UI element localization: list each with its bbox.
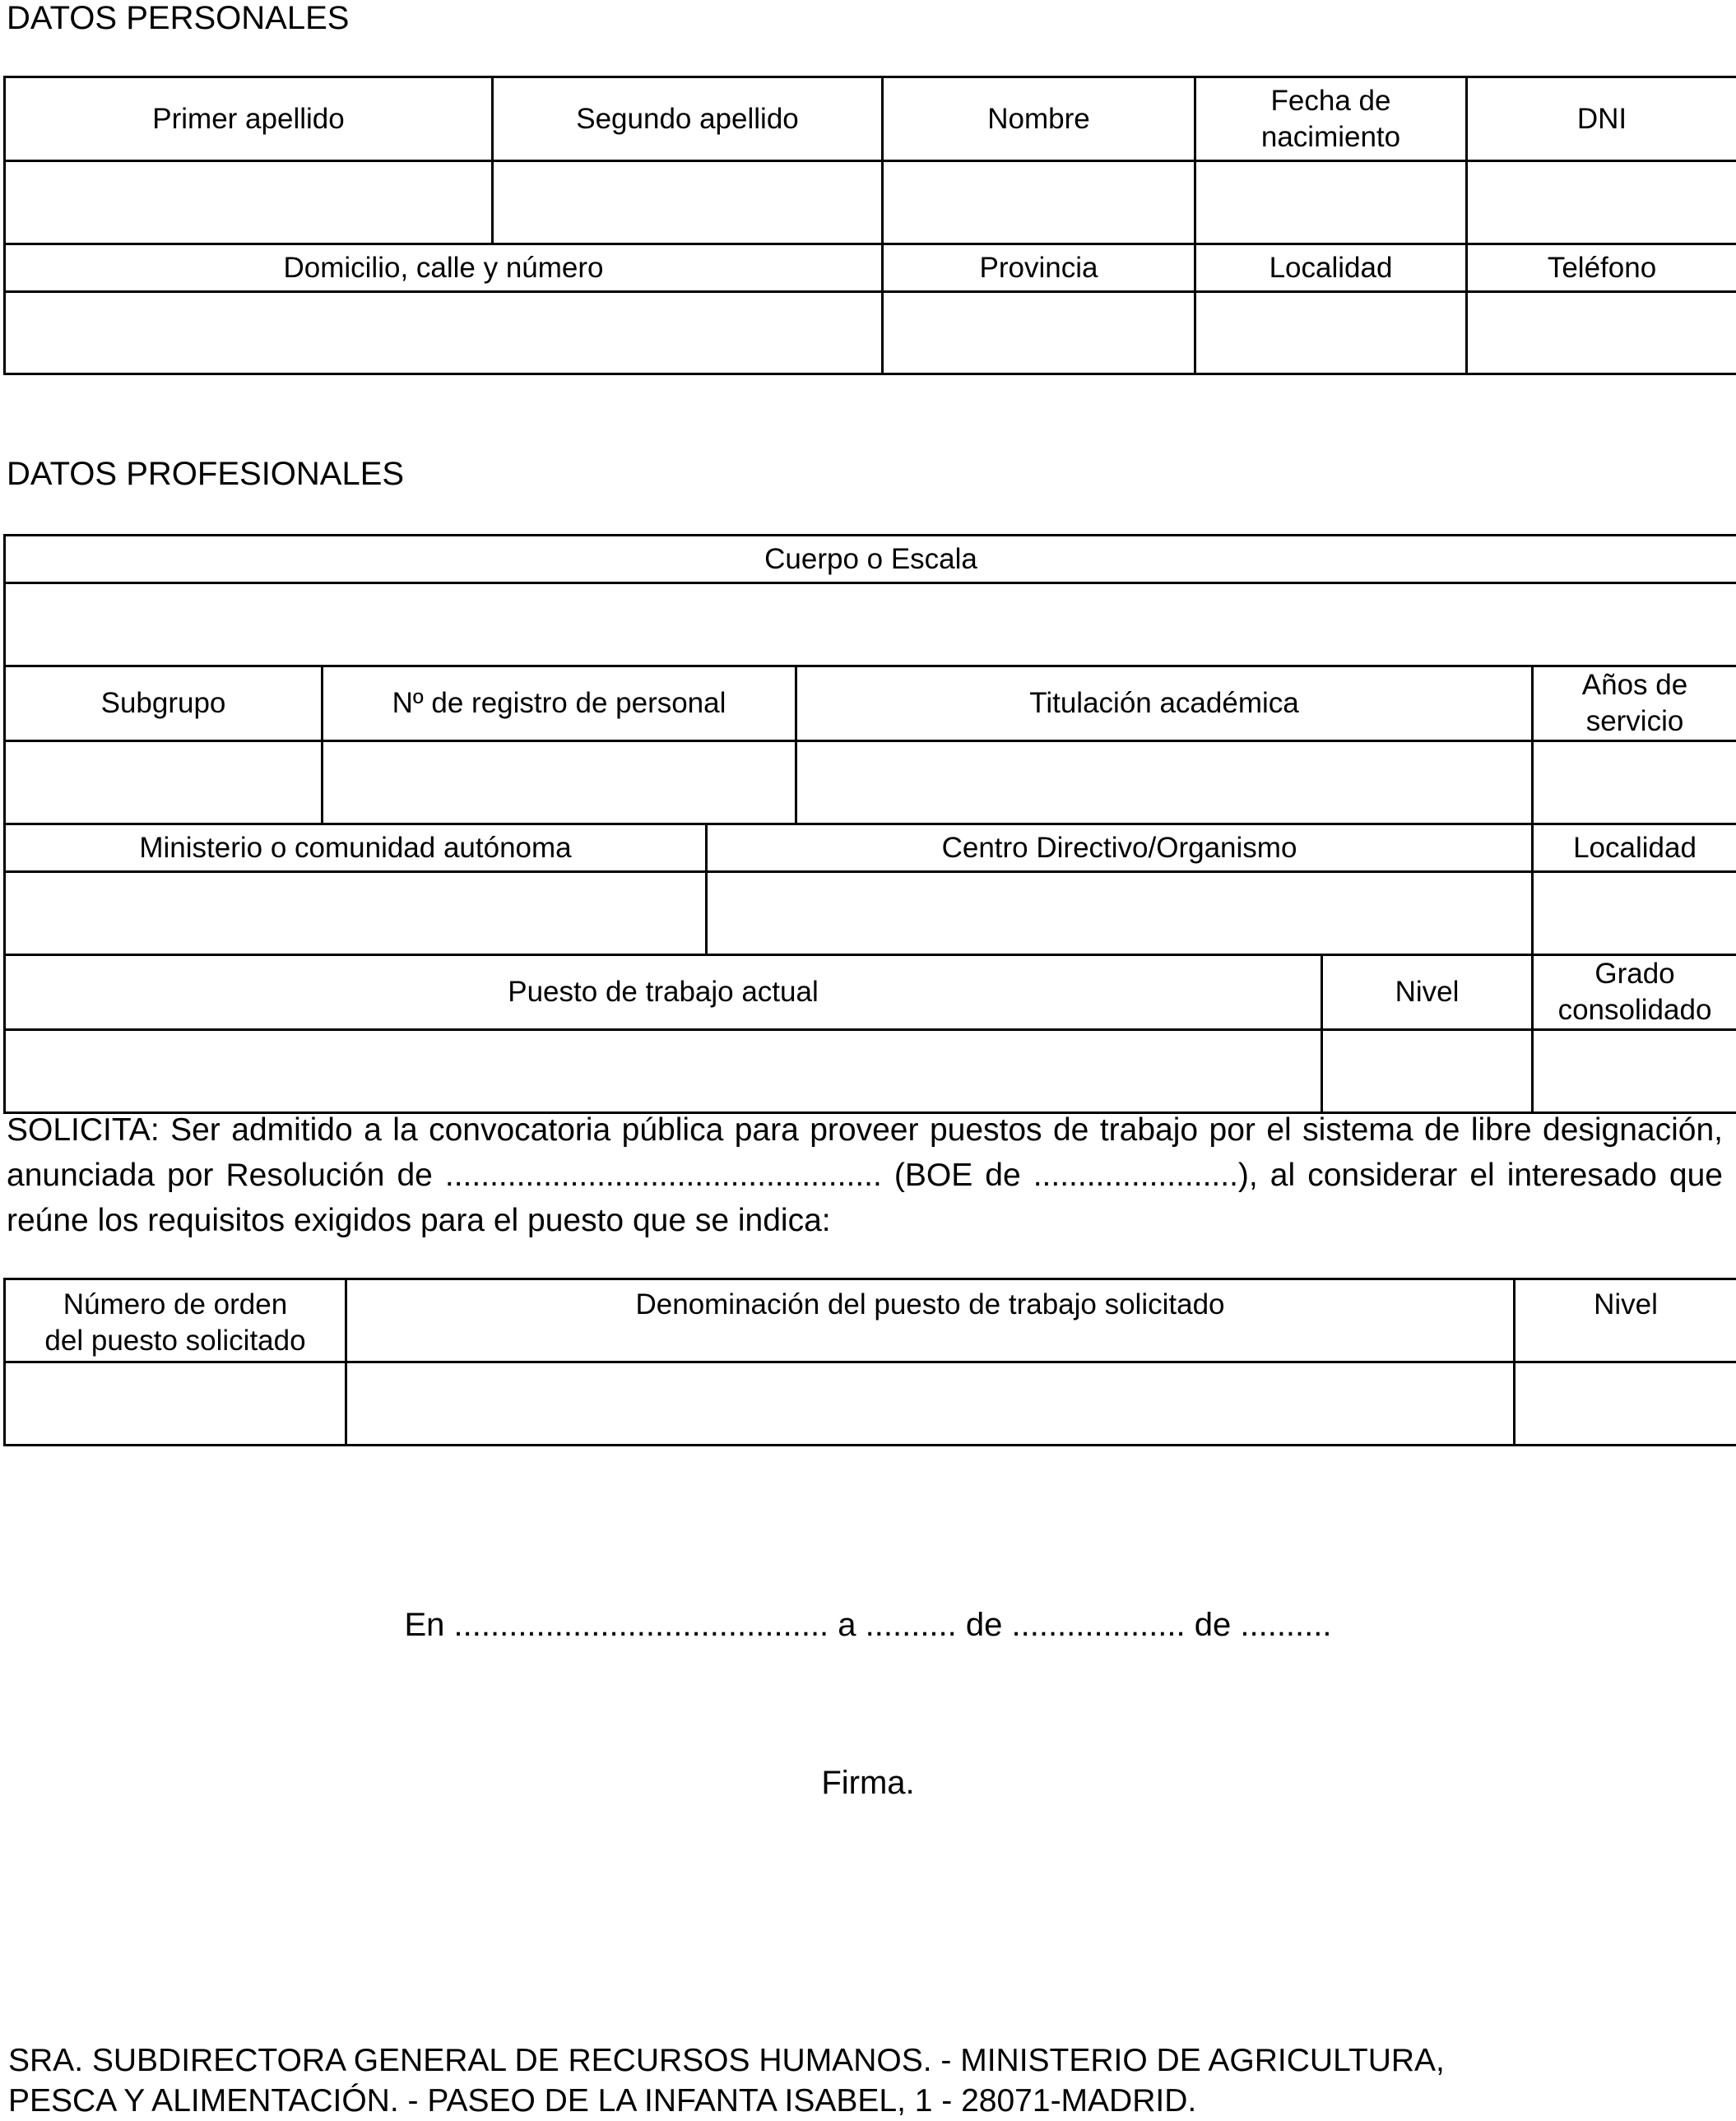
header-ministerio: Ministerio o comunidad autónoma	[5, 824, 707, 872]
header-centro-directivo: Centro Directivo/Organismo	[707, 824, 1533, 872]
segundo-apellido-field[interactable]	[493, 161, 883, 244]
header-domicilio: Domicilio, calle y número	[5, 244, 883, 292]
date-line: En ......................................... a .......... de ................... de ..........	[0, 1606, 1736, 1644]
header-grado-consolidado: Grado consolidado	[1533, 955, 1736, 1030]
header-orden-line2: del puesto solicitado	[6, 1323, 345, 1359]
header-registro-personal: Nº de registro de personal	[323, 666, 796, 741]
header-fecha-line1: Fecha de	[1196, 83, 1465, 119]
titulacion-field[interactable]	[796, 741, 1533, 824]
personal-data-table	[3, 76, 1736, 375]
header-fecha-line2: nacimiento	[1196, 119, 1465, 155]
professional-data-table	[3, 534, 1736, 1114]
firma-label: Firma.	[0, 1764, 1736, 1802]
header-titulacion: Titulación académica	[796, 666, 1533, 741]
header-dni: DNI	[1467, 77, 1736, 161]
header-nombre: Nombre	[883, 77, 1195, 161]
centro-directivo-field[interactable]	[707, 872, 1533, 955]
header-numero-orden	[5, 1279, 346, 1362]
header-nivel: Nivel	[1322, 955, 1533, 1030]
telefono-field[interactable]	[1467, 292, 1736, 374]
solicita-paragraph: SOLICITA: Ser admitido a la convocatoria pública para proveer puestos de trabajo por el sistema de libre designación, anunciada por Resolución de ................................................. (BOE de .......................), al considerar el interesado que reúne los requisitos exigidos para el puesto que se indica:	[7, 1107, 1723, 1243]
header-fecha-nacimiento	[1195, 77, 1467, 161]
fecha-nacimiento-field[interactable]	[1195, 161, 1467, 244]
cuerpo-escala-field[interactable]	[5, 583, 1736, 666]
anos-servicio-field[interactable]	[1533, 741, 1736, 824]
header-telefono: Teléfono	[1467, 244, 1736, 292]
localidad-field[interactable]	[1195, 292, 1467, 374]
registro-personal-field[interactable]	[323, 741, 796, 824]
footer-address-line2: PESCA Y ALIMENTACIÓN. - PASEO DE LA INFANTA ISABEL, 1 - 28071-MADRID.	[8, 2081, 1196, 2121]
requested-post-table	[3, 1278, 1736, 1446]
header-localidad: Localidad	[1195, 244, 1467, 292]
localidad-profesional-field[interactable]	[1533, 872, 1736, 955]
header-localidad-profesional: Localidad	[1533, 824, 1736, 872]
header-provincia: Provincia	[883, 244, 1195, 292]
nombre-field[interactable]	[883, 161, 1195, 244]
header-primer-apellido: Primer apellido	[5, 77, 493, 161]
ministerio-field[interactable]	[5, 872, 707, 955]
dni-field[interactable]	[1467, 161, 1736, 244]
header-nivel-solicitado: Nivel	[1515, 1279, 1736, 1362]
nivel-field[interactable]	[1322, 1030, 1533, 1113]
provincia-field[interactable]	[883, 292, 1195, 374]
nivel-solicitado-field[interactable]	[1515, 1362, 1736, 1446]
grado-consolidado-field[interactable]	[1533, 1030, 1736, 1113]
personal-section-title: DATOS PERSONALES	[7, 0, 349, 36]
domicilio-field[interactable]	[5, 292, 883, 374]
header-segundo-apellido: Segundo apellido	[493, 77, 883, 161]
header-subgrupo: Subgrupo	[5, 666, 323, 741]
primer-apellido-field[interactable]	[5, 161, 493, 244]
subgrupo-field[interactable]	[5, 741, 323, 824]
header-denominacion: Denominación del puesto de trabajo solicitado	[346, 1279, 1515, 1362]
header-puesto-actual: Puesto de trabajo actual	[5, 955, 1322, 1030]
footer-address-line1: SRA. SUBDIRECTORA GENERAL DE RECURSOS HUMANOS. - MINISTERIO DE AGRICULTURA,	[8, 2040, 1445, 2081]
header-cuerpo-escala: Cuerpo o Escala	[5, 536, 1736, 583]
header-orden-line1: Número de orden	[6, 1287, 345, 1323]
numero-orden-field[interactable]	[5, 1362, 346, 1446]
denominacion-field[interactable]	[346, 1362, 1515, 1446]
puesto-actual-field[interactable]	[5, 1030, 1322, 1113]
header-anos-servicio: Años de servicio	[1533, 666, 1736, 741]
professional-section-title: DATOS PROFESIONALES	[7, 456, 404, 492]
